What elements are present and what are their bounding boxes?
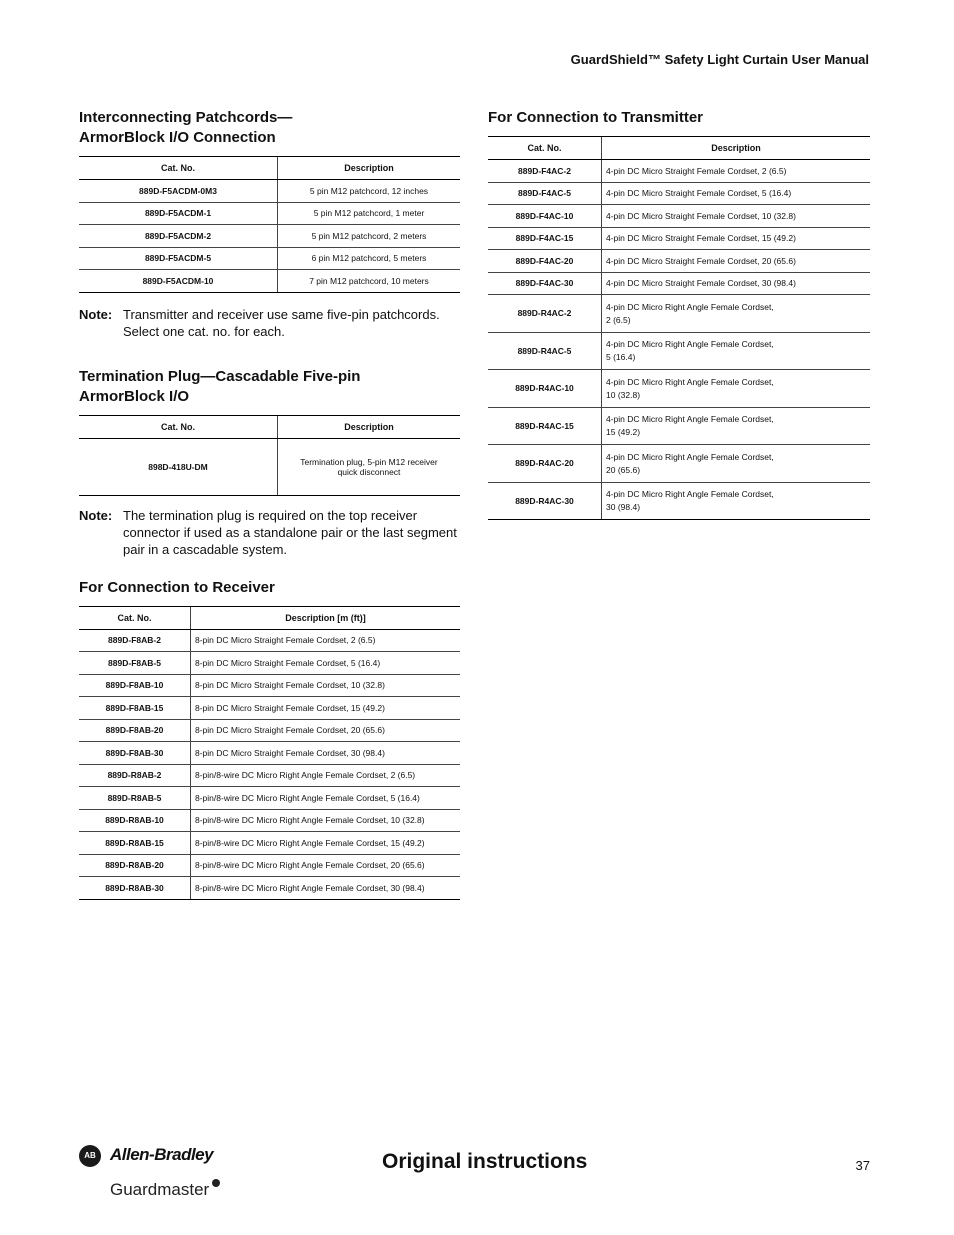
description-cell: 4-pin DC Micro Straight Female Cordset, 15 (49.2)	[602, 227, 871, 250]
description-cell	[602, 482, 871, 520]
column-header-cat-no: Cat. No.	[79, 415, 278, 438]
table-row	[488, 370, 870, 408]
description-line: 30 (98.4)	[606, 502, 641, 513]
table-row	[79, 719, 460, 742]
cat-no-cell: 889D-F4AC-15	[488, 227, 602, 250]
table-row	[79, 742, 460, 765]
registered-mark-icon	[212, 1179, 220, 1187]
table-row	[488, 407, 870, 445]
table-row	[79, 629, 460, 652]
cat-no-cell: 889D-R8AB-20	[79, 854, 191, 877]
table-row	[79, 270, 460, 293]
description-cell: 4-pin DC Micro Straight Female Cordset, 5 (16.4)	[602, 182, 871, 205]
receiver-table-body	[79, 629, 460, 899]
description-cell: 8-pin/8-wire DC Micro Right Angle Female Cordset, 30 (98.4)	[191, 877, 461, 900]
table-row	[79, 438, 460, 495]
cat-no-cell: 889D-F8AB-10	[79, 674, 191, 697]
right-column	[488, 108, 870, 520]
description-line: 4-pin DC Micro Right Angle Female Cordset,	[606, 339, 774, 350]
guardmaster-logo: Guardmaster	[110, 1180, 210, 1199]
table-row	[488, 205, 870, 228]
description-cell: 8-pin/8-wire DC Micro Right Angle Female Cordset, 20 (65.6)	[191, 854, 461, 877]
description-line: 4-pin DC Micro Right Angle Female Cordset,	[606, 489, 774, 500]
table-row	[79, 877, 460, 900]
cat-no-cell: 889D-R4AC-5	[488, 332, 602, 370]
cat-no-cell: 889D-R8AB-30	[79, 877, 191, 900]
termination-heading	[79, 367, 460, 407]
description-cell: 8-pin DC Micro Straight Female Cordset, 2 (6.5)	[191, 629, 461, 652]
description-line: 4-pin DC Micro Right Angle Female Cordset,	[606, 301, 774, 312]
patchcords-heading	[79, 108, 460, 148]
table-row	[79, 809, 460, 832]
column-header-cat-no: Cat. No.	[79, 157, 278, 180]
cat-no-cell: 889D-F4AC-30	[488, 272, 602, 295]
table-row	[79, 180, 460, 203]
description-cell: 8-pin DC Micro Straight Female Cordset, 5 (16.4)	[191, 652, 461, 675]
column-header-description: Description	[278, 157, 461, 180]
table-row	[488, 227, 870, 250]
description-line: 4-pin DC Micro Right Angle Female Cordset,	[606, 376, 774, 387]
patchcords-heading-line1: Interconnecting Patchcords—	[79, 109, 293, 126]
description-line: 5 (16.4)	[606, 352, 636, 363]
running-header: GuardShield™ Safety Light Curtain User Manual	[570, 52, 869, 67]
note-text: Transmitter and receiver use same five-pin patchcords. Select one cat. no. for each.	[123, 306, 440, 339]
cat-no-cell: 889D-R8AB-2	[79, 764, 191, 787]
table-row	[79, 854, 460, 877]
description-cell: 5 pin M12 patchcord, 12 inches	[278, 180, 461, 203]
table-row	[488, 295, 870, 333]
description-cell: 5 pin M12 patchcord, 2 meters	[278, 225, 461, 248]
cat-no-cell: 889D-F4AC-2	[488, 160, 602, 183]
left-column	[79, 108, 460, 900]
termination-heading-line2: ArmorBlock I/O	[79, 387, 190, 405]
table-row	[79, 674, 460, 697]
transmitter-table-body	[488, 160, 870, 520]
cat-no-cell: 889D-F4AC-5	[488, 182, 602, 205]
patchcords-table-body	[79, 180, 460, 293]
termination-heading-line1: Termination Plug—Cascadable Five-pin	[79, 367, 361, 385]
patchcords-table	[79, 156, 460, 293]
patchcords-note	[79, 306, 460, 340]
allen-bradley-logo: Allen-Bradley	[110, 1145, 214, 1164]
cat-no-cell: 889D-R4AC-2	[488, 295, 602, 333]
table-row	[79, 697, 460, 720]
transmitter-heading: For Connection to Transmitter	[488, 109, 704, 126]
cat-no-cell: 889D-F5ACDM-2	[79, 225, 278, 248]
cat-no-cell: 889D-R8AB-10	[79, 809, 191, 832]
column-header-description: Description [m (ft)]	[191, 606, 461, 629]
table-row	[488, 445, 870, 483]
transmitter-table	[488, 136, 870, 520]
description-cell	[602, 332, 871, 370]
description-cell: 4-pin DC Micro Straight Female Cordset, 20 (65.6)	[602, 250, 871, 273]
table-row	[79, 832, 460, 855]
termination-table	[79, 415, 460, 496]
cat-no-cell: 898D-418U-DM	[79, 438, 278, 495]
allen-bradley-badge-icon: AB	[79, 1145, 101, 1167]
footer-title: Original instructions	[382, 1150, 588, 1173]
patchcords-heading-line2: ArmorBlock I/O Connection	[79, 129, 276, 146]
description-cell: 4-pin DC Micro Straight Female Cordset, 30 (98.4)	[602, 272, 871, 295]
table-row	[488, 250, 870, 273]
cat-no-cell: 889D-F5ACDM-10	[79, 270, 278, 293]
table-row	[488, 182, 870, 205]
cat-no-cell: 889D-F8AB-30	[79, 742, 191, 765]
cat-no-cell: 889D-R4AC-20	[488, 445, 602, 483]
description-cell: 8-pin DC Micro Straight Female Cordset, 30 (98.4)	[191, 742, 461, 765]
receiver-heading: For Connection to Receiver	[79, 578, 275, 596]
table-row	[488, 272, 870, 295]
description-line: 4-pin DC Micro Right Angle Female Cordset,	[606, 451, 774, 462]
description-cell: 8-pin/8-wire DC Micro Right Angle Female Cordset, 2 (6.5)	[191, 764, 461, 787]
description-cell: 8-pin DC Micro Straight Female Cordset, 15 (49.2)	[191, 697, 461, 720]
page-number: 37	[855, 1158, 870, 1173]
cat-no-cell: 889D-F4AC-10	[488, 205, 602, 228]
description-cell	[602, 407, 871, 445]
note-text: The termination plug is required on the top receiver connector if used as a standalone pair or the last segment pair in a cascadable system.	[123, 507, 457, 557]
column-header-description: Description	[602, 137, 871, 160]
description-line: 15 (49.2)	[606, 427, 641, 438]
cat-no-cell: 889D-F5ACDM-1	[79, 202, 278, 225]
table-row	[79, 652, 460, 675]
table-row	[488, 160, 870, 183]
cat-no-cell: 889D-F5ACDM-0M3	[79, 180, 278, 203]
cat-no-cell: 889D-F8AB-5	[79, 652, 191, 675]
table-row	[79, 764, 460, 787]
description-cell: 5 pin M12 patchcord, 1 meter	[278, 202, 461, 225]
description-line: 2 (6.5)	[606, 314, 631, 325]
cat-no-cell: 889D-F4AC-20	[488, 250, 602, 273]
table-row	[79, 202, 460, 225]
description-cell	[602, 445, 871, 483]
table-row	[79, 247, 460, 270]
description-cell	[602, 295, 871, 333]
cat-no-cell: 889D-F5ACDM-5	[79, 247, 278, 270]
table-row	[79, 225, 460, 248]
cat-no-cell: 889D-R8AB-5	[79, 787, 191, 810]
termination-note	[79, 507, 460, 558]
description-cell: 8-pin/8-wire DC Micro Right Angle Female Cordset, 10 (32.8)	[191, 809, 461, 832]
cat-no-cell: 889D-R4AC-30	[488, 482, 602, 520]
table-row	[79, 787, 460, 810]
column-header-cat-no: Cat. No.	[488, 137, 602, 160]
description-cell: 8-pin/8-wire DC Micro Right Angle Female Cordset, 5 (16.4)	[191, 787, 461, 810]
note-label: Note:	[79, 507, 113, 523]
receiver-table	[79, 606, 460, 900]
description-cell: 8-pin DC Micro Straight Female Cordset, 10 (32.8)	[191, 674, 461, 697]
cat-no-cell: 889D-R4AC-15	[488, 407, 602, 445]
description-line: 4-pin DC Micro Right Angle Female Cordset,	[606, 414, 774, 425]
cat-no-cell: 889D-F8AB-15	[79, 697, 191, 720]
cat-no-cell: 889D-F8AB-2	[79, 629, 191, 652]
cat-no-cell: 889D-R8AB-15	[79, 832, 191, 855]
description-cell: 4-pin DC Micro Straight Female Cordset, 2 (6.5)	[602, 160, 871, 183]
description-cell: 8-pin DC Micro Straight Female Cordset, 20 (65.6)	[191, 719, 461, 742]
description-line: 20 (65.6)	[606, 464, 641, 475]
cat-no-cell: 889D-R4AC-10	[488, 370, 602, 408]
cat-no-cell: 889D-F8AB-20	[79, 719, 191, 742]
column-header-description: Description	[278, 415, 461, 438]
description-cell: 4-pin DC Micro Straight Female Cordset, 10 (32.8)	[602, 205, 871, 228]
description-cell: 7 pin M12 patchcord, 10 meters	[278, 270, 461, 293]
description-cell: 6 pin M12 patchcord, 5 meters	[278, 247, 461, 270]
description-cell: 8-pin/8-wire DC Micro Right Angle Female Cordset, 15 (49.2)	[191, 832, 461, 855]
description-line: 10 (32.8)	[606, 389, 641, 400]
column-header-cat-no: Cat. No.	[79, 606, 191, 629]
table-row	[488, 482, 870, 520]
note-label: Note:	[79, 306, 113, 322]
table-row	[488, 332, 870, 370]
description-cell: Termination plug, 5-pin M12 receiver quick disconnect	[278, 438, 461, 495]
description-cell	[602, 370, 871, 408]
